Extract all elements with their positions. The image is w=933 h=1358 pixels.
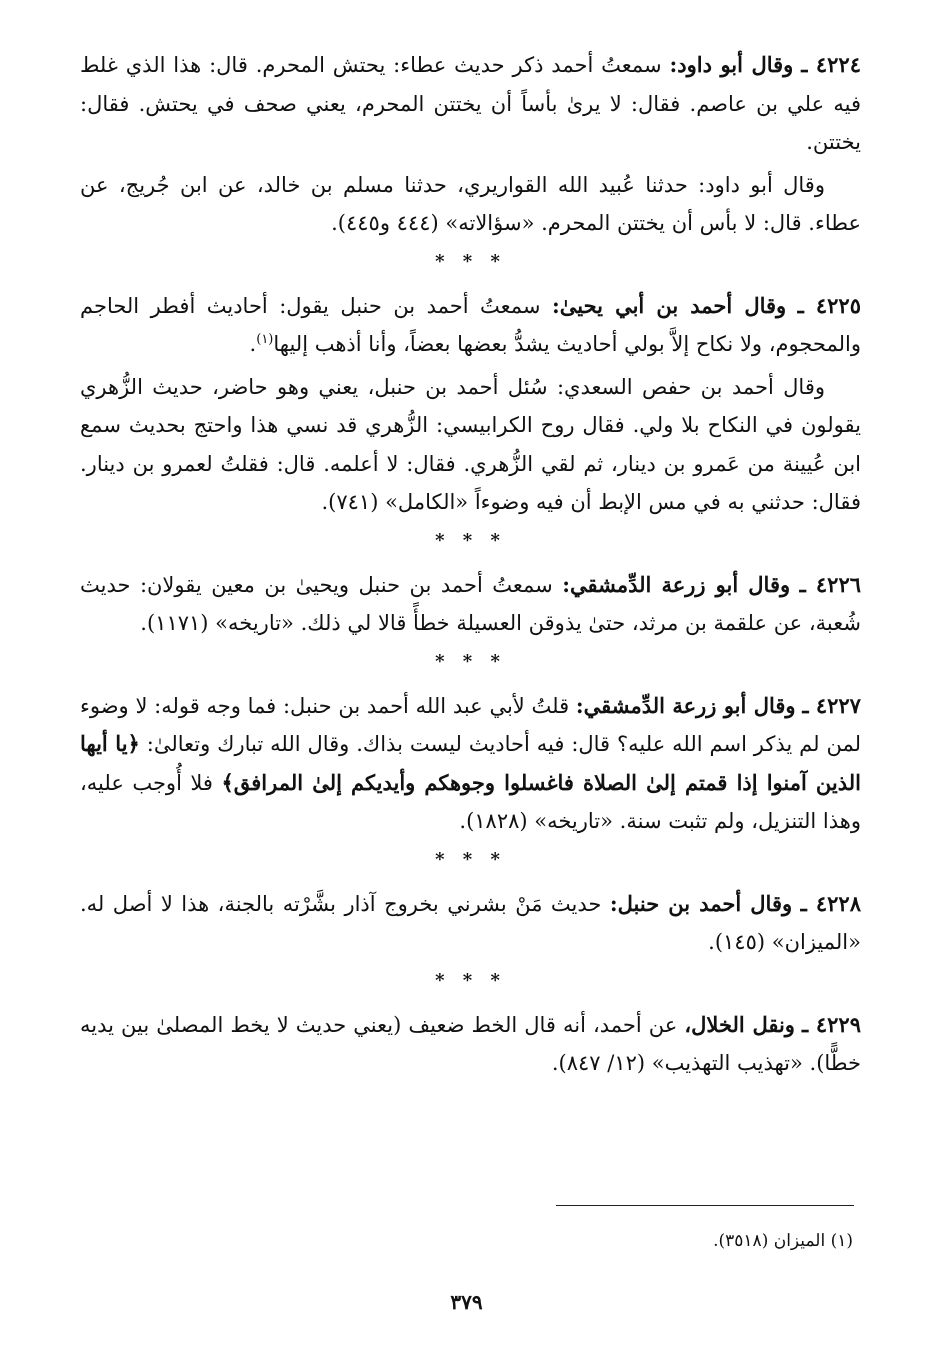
section-separator: * * * xyxy=(435,529,506,551)
entry-text: سمعتُ أحمد بن حنبل ويحيىٰ بن معين يقولان: حديث شُعبة، عن علقمة بن مرثد، حتىٰ يذوقن العسيلة خطأً قالا لي ذلك. «تاريخه» (١١٧١). xyxy=(80,572,861,635)
section-separator: * * * xyxy=(435,650,506,672)
footnote: (١) الميزان (٣٥١٨). xyxy=(713,1231,853,1251)
entry-tail: . xyxy=(249,332,257,356)
entry-narrator: وقال أبو زرعة الدِّمشقي: xyxy=(575,692,796,718)
entry-number: ٤٢٢٦ ـ xyxy=(799,571,862,597)
entry-4227 xyxy=(80,687,861,841)
entry-4225 xyxy=(80,287,861,364)
entry-number: ٤٢٢٧ ـ xyxy=(802,692,861,718)
entry-narrator: وقال أبو داود: xyxy=(669,52,794,77)
entry-4228 xyxy=(80,885,861,962)
entry-text: حديث مَنْ بشرني بخروج آذار بشَّرْته بالجنة، هذا لا أصل له. «الميزان» (١٤٥). xyxy=(80,891,861,954)
entry-4226 xyxy=(80,566,861,643)
entry-text: سمعتُ أحمد بن حنبل يقول: أحاديث أفطر الحاجم والمحجوم، ولا نكاح إلاَّ بولي أحاديث يشدُّ بعضها بعضاً، وأنا أذهب إليها xyxy=(80,293,861,356)
entry-narrator: ونقل الخلال، xyxy=(684,1011,795,1037)
entry-4229 xyxy=(80,1006,861,1083)
entry-continuation: وقال أحمد بن حفص السعدي: سُئل أحمد بن حنبل، يعني وهو حاضر، حديث الزُّهري يقولون في النكاح بلا ولي. فقال روح الكرابيسي: الزُّهري قد نسي هذا واحتج بحديث سمع ابن عُيينة من عَمرو بن دينار، ثم لقي الزُّهري. فقال: لا أعلمه. قال: فقلتُ لعمرو بن دينار. فقال: حدثني به في مس الإبط أن فيه وضوءاً «الكامل» (٧٤١). xyxy=(80,374,861,514)
entry-narrator: وقال أبو زرعة الدِّمشقي: xyxy=(562,571,791,597)
footnote-ref: (١) xyxy=(256,332,274,347)
footnote-divider xyxy=(556,1205,854,1206)
entry-number: ٤٢٢٥ ـ xyxy=(797,292,861,318)
section-separator: * * * xyxy=(435,250,506,272)
entry-tail: فلا أُوجب عليه، وهذا التنزيل، ولم تثبت سنة. «تاريخه» (١٨٢٨). xyxy=(80,770,861,833)
quran-verse: ﴿يا أيها الذين آمنوا إذا قمتم إلىٰ الصلاة فاغسلوا وجوهكم وأيديكم إلىٰ المرافق﴾ xyxy=(80,731,861,795)
entry-number: ٤٢٢٩ ـ xyxy=(802,1011,861,1037)
entry-number: ٤٢٢٤ ـ xyxy=(801,52,861,77)
section-separator: * * * xyxy=(435,969,506,991)
entry-narrator: وقال أحمد بن حنبل: xyxy=(609,890,793,916)
entry-4224 xyxy=(80,46,861,162)
page-body xyxy=(80,46,861,1083)
entry-text: سمعتُ أحمد ذكر حديث عطاء: يحتش المحرم. قال: هذا الذي غلط فيه علي بن عاصم. فقال: لا يرىٰ بأساً أن يختتن المحرم، يعني صحف في يحتش. فقال: يختتن. xyxy=(80,53,861,154)
entry-text: عن أحمد، أنه قال الخط ضعيف (يعني حديث لا يخط المصلىٰ بين يديه خطًّا). «تهذيب التهذيب» (١٢/ ٨٤٧). xyxy=(80,1012,861,1075)
entry-continuation: وقال أبو داود: حدثنا عُبيد الله القواريري، حدثنا مسلم بن خالد، عن ابن جُريج، عن عطاء. قال: لا بأس أن يختتن المحرم. «سؤالاته» (٤٤٤ و٤٤٥). xyxy=(80,172,861,235)
page-number: ٣٧٩ xyxy=(450,1290,483,1314)
section-separator: * * * xyxy=(435,848,506,870)
entry-number: ٤٢٢٨ ـ xyxy=(800,890,861,916)
entry-narrator: وقال أحمد بن أبي يحيىٰ: xyxy=(551,292,787,318)
entry-text: قلتُ لأبي عبد الله أحمد بن حنبل: فما وجه قوله: لا وضوء لمن لم يذكر اسم الله عليه؟ قال: فيه أحاديث ليست بذاك. وقال الله تبارك وتعالىٰ: xyxy=(80,693,861,756)
